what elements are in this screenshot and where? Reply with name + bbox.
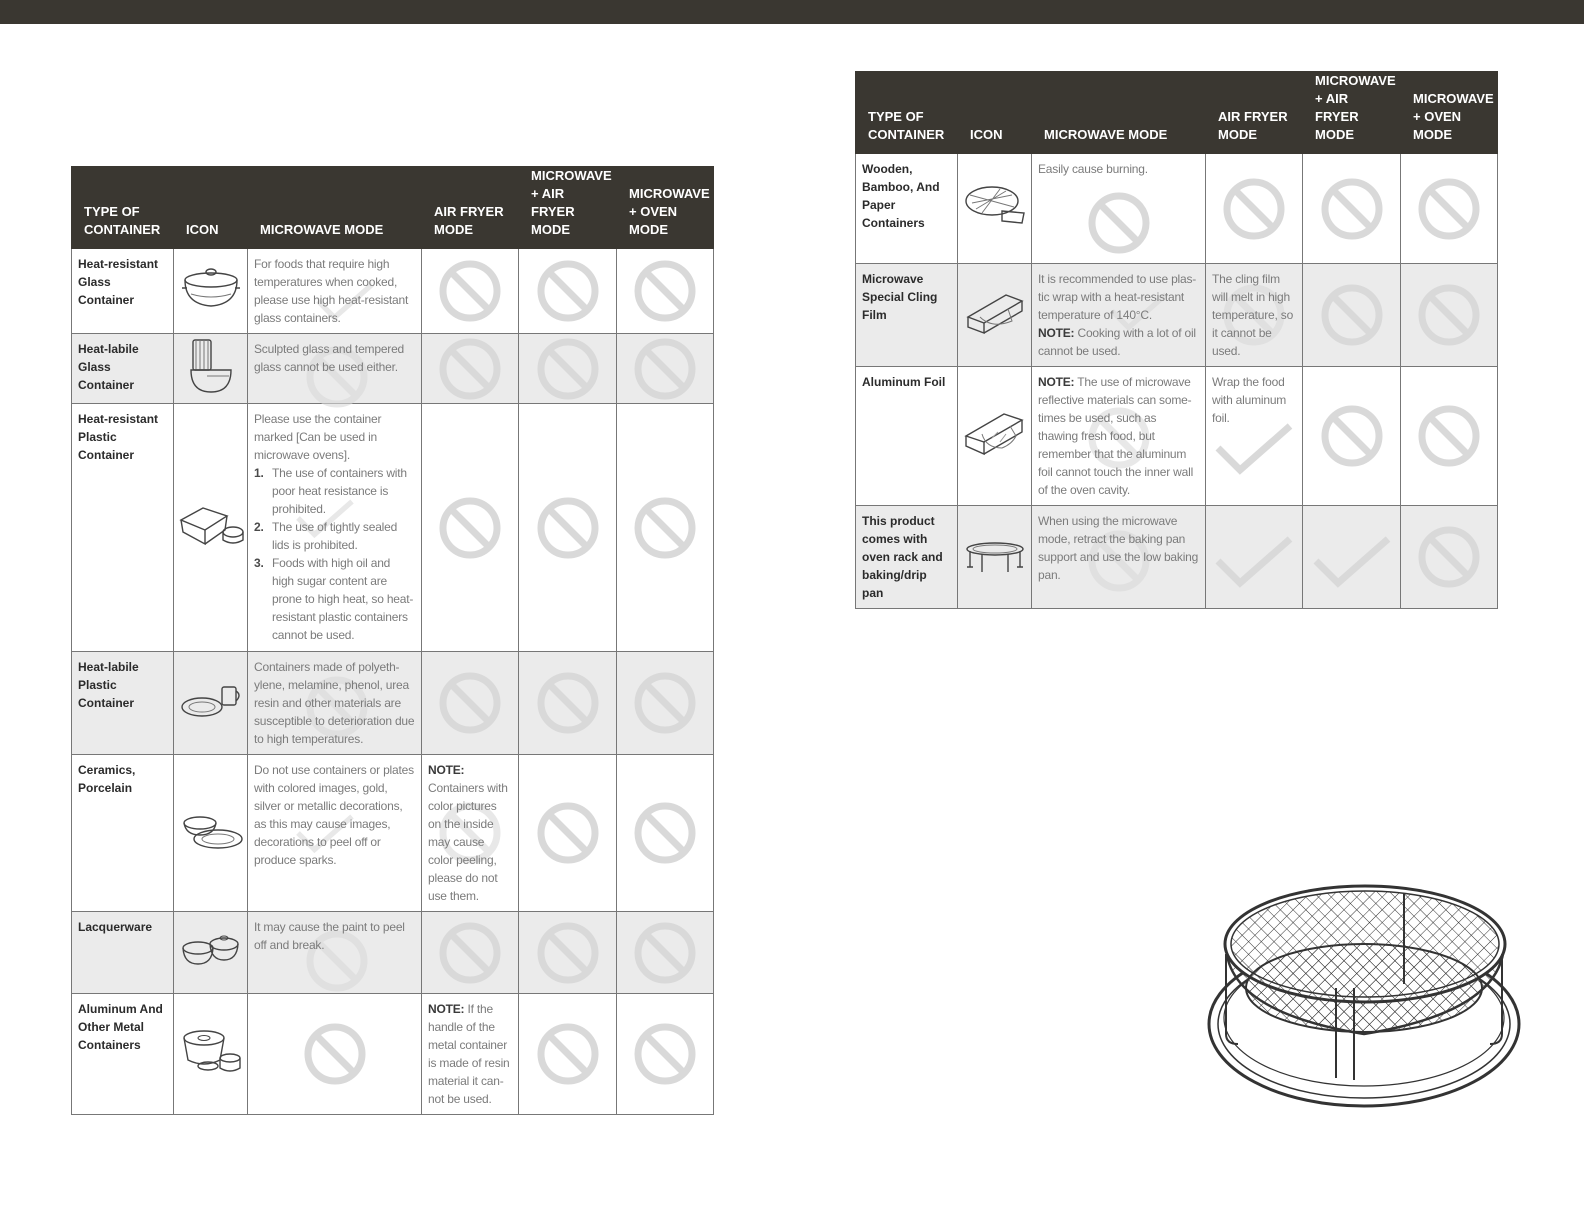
right-container-table: [855, 71, 1498, 609]
prohibited-icon: [617, 652, 714, 755]
prohibited-icon: [519, 652, 617, 755]
ceramic-plates-icon: [174, 755, 248, 912]
header-microwave: MICROWAVE MODE: [1032, 72, 1206, 154]
prohibited-icon: [1303, 264, 1401, 367]
plastic-containers-icon: [174, 404, 248, 652]
table-row: [72, 755, 714, 912]
metal-pans-icon: [174, 994, 248, 1115]
microwave-mode-text: Do not use containers or plates with colored images, gold, silver or metallic decorations, as this may cause images, decorations to peel off or produce sparks.: [248, 755, 422, 912]
prohibited-icon: [422, 249, 519, 334]
allowed-check-icon: [1303, 506, 1401, 609]
prohibited-icon: [617, 755, 714, 912]
prohibited-icon: [519, 334, 617, 404]
cling-film-icon: [958, 264, 1032, 367]
aluminum-foil-icon: [958, 367, 1032, 506]
header-air-fryer: AIR FRYER MODE: [422, 167, 519, 249]
table-row: [72, 994, 714, 1115]
container-type: This product comes with oven rack and baking/drip pan: [856, 506, 958, 609]
table-row: [856, 264, 1498, 367]
header-mw-oven: MICROWAVE + OVEN MODE: [1401, 72, 1498, 154]
wicker-basket-icon: [958, 154, 1032, 264]
left-container-table: [71, 166, 714, 1115]
lacquer-bowls-icon: [174, 912, 248, 994]
prohibited-icon: [1401, 506, 1498, 609]
prohibited-icon: [248, 994, 422, 1115]
container-type: Heat-resistant Glass Container: [72, 249, 174, 334]
table-row: [72, 404, 714, 652]
oven-rack-icon: [958, 506, 1032, 609]
microwave-mode-text: When using the microwave mode, retract the baking pan support and use the low baking pan.: [1032, 506, 1206, 609]
prohibited-icon: [617, 912, 714, 994]
prohibited-icon: [422, 912, 519, 994]
prohibited-icon: [1206, 154, 1303, 264]
prohibited-icon: [519, 994, 617, 1115]
microwave-mode-text: NOTE: The use of microwave reflective materials can some-times be used, such as thawing fresh food, but remember that the aluminum foil cannot touch the inner wall of the oven cavity.: [1032, 367, 1206, 506]
air-fryer-note: NOTE: Containers with color pictures on the inside may cause color peeling, please do not use them.: [422, 755, 519, 912]
container-type: Aluminum Foil: [856, 367, 958, 506]
container-type: Lacquerware: [72, 912, 174, 994]
table-row: [72, 334, 714, 404]
table-row: [72, 652, 714, 755]
left-header-row: [72, 167, 714, 249]
container-type: Microwave Special Cling Film: [856, 264, 958, 367]
prohibited-icon: [1303, 367, 1401, 506]
air-fryer-text: The cling film will melt in high temperature, so it cannot be used.: [1206, 264, 1303, 367]
header-type: TYPE OF CONTAINER: [856, 72, 958, 154]
prohibited-icon: [422, 334, 519, 404]
prohibited-icon: [617, 249, 714, 334]
header-type: TYPE OF CONTAINER: [72, 167, 174, 249]
microwave-mode-text: Sculpted glass and tempered glass cannot be used either.: [248, 334, 422, 404]
header-mw-air-fryer: MICROWAVE + AIR FRYER MODE: [1303, 72, 1401, 154]
container-type: Heat-labile Glass Container: [72, 334, 174, 404]
prohibited-icon: [519, 912, 617, 994]
allowed-check-icon: [1206, 506, 1303, 609]
air-fryer-basket-illustration: [1204, 884, 1524, 1120]
header-icon: ICON: [174, 167, 248, 249]
prohibited-icon: [617, 404, 714, 652]
header-mw-air-fryer: MICROWAVE + AIR FRYER MODE: [519, 167, 617, 249]
container-type: Aluminum And Other Metal Containers: [72, 994, 174, 1115]
prohibited-icon: [1401, 367, 1498, 506]
microwave-mode-text: It is recommended to use plas-tic wrap with a heat-resistant temperature of 140°C. NOTE: Cooking with a lot of oil cannot be used.: [1032, 264, 1206, 367]
microwave-mode-text: Please use the container marked [Can be used in microwave ovens]. 1. The use of containers with poor heat resistance is prohibited. 2. The use of tightly sealed lids is prohibited. 3. Foods with high oil and high sugar content are prone to high heat, so heat-resistant plastic containers cannot be used.: [248, 404, 422, 652]
list-item: 3. Foods with high oil and high sugar content are prone to high heat, so heat-resistant plastic containers cannot be used.: [254, 556, 414, 642]
container-type: Wooden, Bamboo, And Paper Containers: [856, 154, 958, 264]
header-icon: ICON: [958, 72, 1032, 154]
table-row: [856, 367, 1498, 506]
microwave-mode-text: It may cause the paint to peel off and break.: [248, 912, 422, 994]
table-row: [856, 154, 1498, 264]
microwave-mode-text: Easily cause burning.: [1032, 154, 1206, 264]
prohibited-icon: [422, 652, 519, 755]
covered-casserole-icon: [174, 249, 248, 334]
microwave-mode-text: Containers made of polyeth-ylene, melamine, phenol, urea resin and other materials are susceptible to deterioration due to high temperatures.: [248, 652, 422, 755]
top-bar: [0, 0, 1584, 24]
container-type: Ceramics, Porcelain: [72, 755, 174, 912]
prohibited-icon: [519, 755, 617, 912]
prohibited-icon: [519, 249, 617, 334]
glass-cup-icon: [174, 334, 248, 404]
right-header-row: [856, 72, 1498, 154]
prohibited-icon: [617, 994, 714, 1115]
container-type: Heat-labile Plastic Container: [72, 652, 174, 755]
microwave-mode-text: For foods that require high temperatures when cooked, please use high heat-resistant glass containers.: [248, 249, 422, 334]
header-mw-oven: MICROWAVE + OVEN MODE: [617, 167, 714, 249]
prohibited-icon: [422, 404, 519, 652]
prohibited-icon: [1303, 154, 1401, 264]
prohibited-icon: [617, 334, 714, 404]
plastic-tableware-icon: [174, 652, 248, 755]
prohibited-icon: [1401, 264, 1498, 367]
list-item: 2. The use of tightly sealed lids is prohibited.: [254, 520, 398, 552]
table-row: [856, 506, 1498, 609]
list-item: 1. The use of containers with poor heat resistance is prohibited.: [254, 466, 407, 516]
container-type: Heat-resistant Plastic Container: [72, 404, 174, 652]
table-row: [72, 249, 714, 334]
prohibited-icon: [519, 404, 617, 652]
air-fryer-text: Wrap the food with aluminum foil.: [1206, 367, 1303, 506]
header-air-fryer: AIR FRYER MODE: [1206, 72, 1303, 154]
table-row: [72, 912, 714, 994]
header-microwave: MICROWAVE MODE: [248, 167, 422, 249]
air-fryer-note: NOTE: If the handle of the metal container is made of resin material it can-not be used.: [422, 994, 519, 1115]
prohibited-icon: [1401, 154, 1498, 264]
